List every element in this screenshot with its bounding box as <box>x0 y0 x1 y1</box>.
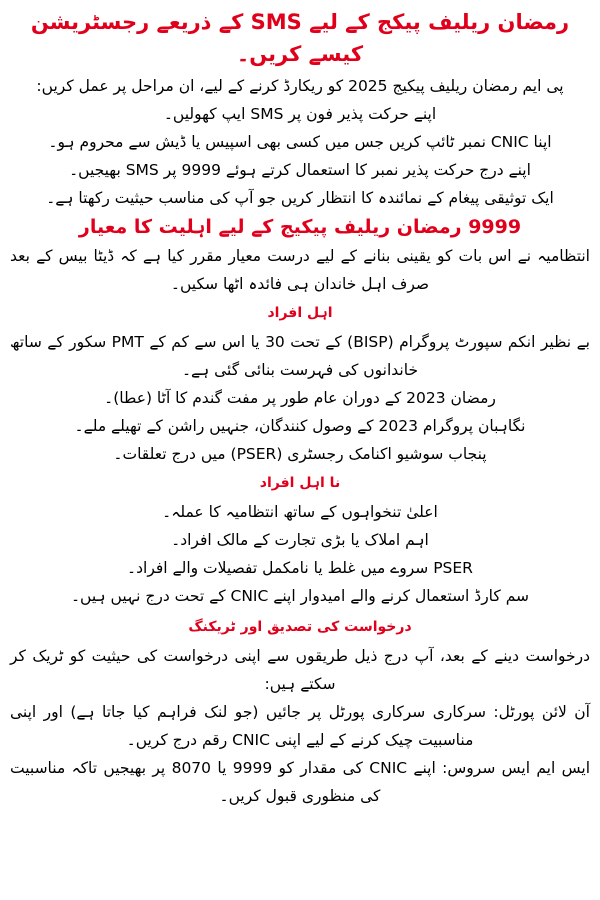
criteria-heading: 9999 رمضان ریلیف پیکیج کے لیے اہلیت کا معیار <box>78 216 522 238</box>
ineligible-item: اہم املاک یا بڑی تجارت کے مالک افراد۔ <box>171 531 429 549</box>
tracking-heading: درخواست کی تصدیق اور ٹریکنگ <box>188 619 412 635</box>
step-item: ایک توثیقی پیغام کے نمائندہ کا انتظار کریں جو آپ کی مناسب حیثیت رکھتا ہے۔ <box>46 189 554 207</box>
tracking-item: ایس ایم ایس سروس: اپنے CNIC کی مقدار کو 9999 یا 8070 پر بھیجیں تاکہ مناسبیت کی منظوری قبول کریں۔ <box>10 759 590 805</box>
ineligible-heading: نا اہل افراد <box>259 475 341 491</box>
step-item: اپنے درج حرکت پذیر نمبر کا استعمال کرتے ہوئے 9999 پر SMS بھیجیں۔ <box>69 161 531 179</box>
eligible-item: نگاہبان پروگرام 2023 کے وصول کنندگان، جنہیں راشن کے تھیلے ملے۔ <box>74 417 526 435</box>
step-item: اپنا CNIC نمبر ٹائپ کریں جس میں کسی بھی اسپیس یا ڈیش سے محروم ہو۔ <box>48 133 552 151</box>
eligible-heading: اہل افراد <box>267 305 333 321</box>
ineligible-item: PSER سروے میں غلط یا نامکمل تفصیلات والے افراد۔ <box>127 559 473 577</box>
step-item: اپنے حرکت پذیر فون پر SMS ایپ کھولیں۔ <box>163 105 437 123</box>
ineligible-item: اعلیٰ تنخواہوں کے ساتھ انتظامیہ کا عملہ۔ <box>162 503 438 521</box>
eligible-item: پنجاب سوشیو اکنامک رجسٹری (PSER) میں درج تعلقات۔ <box>113 445 487 463</box>
criteria-intro: انتظامیہ نے اس بات کو یقینی بنانے کے لیے درست معیار مقرر کیا ہے کہ ڈیٹا بیس کے بعد صرف اہل خاندان ہی فائدہ اٹھا سکیں۔ <box>10 247 590 293</box>
tracking-intro: درخواست دینے کے بعد، آپ درج ذیل طریقوں سے اپنی درخواست کی حیثیت کو ٹریک کر سکتے ہیں: <box>10 647 590 693</box>
ineligible-item: سم کارڈ استعمال کرنے والے امیدوار اپنے CNIC کے تحت درج نہیں ہیں۔ <box>70 587 530 605</box>
tracking-item: آن لائن پورٹل: سرکاری سرکاری پورٹل پر جائیں (جو لنک فراہم کیا جاتا ہے) اور اپنی مناسبیت چیک کرنے کے لیے اپنی CNIC رقم درج کریں۔ <box>10 703 590 749</box>
page-title: رمضان ریلیف پیکج کے لیے SMS کے ذریعے رجسٹریشن کیسے کریں۔ <box>30 10 570 66</box>
eligible-item: بے نظیر انکم سپورٹ پروگرام (BISP) کے تحت 30 یا اس سے کم کے PMT سکور کے ساتھ خاندانوں کی فہرست بنائی گئی ہے۔ <box>10 333 590 379</box>
eligible-item: رمضان 2023 کے دوران عام طور پر مفت گندم کا آٹا (عطا)۔ <box>104 389 496 407</box>
intro-lead: پی ایم رمضان ریلیف پیکیج 2025 کو ریکارڈ کرنے کے لیے، ان مراحل پر عمل کریں: <box>36 77 564 95</box>
